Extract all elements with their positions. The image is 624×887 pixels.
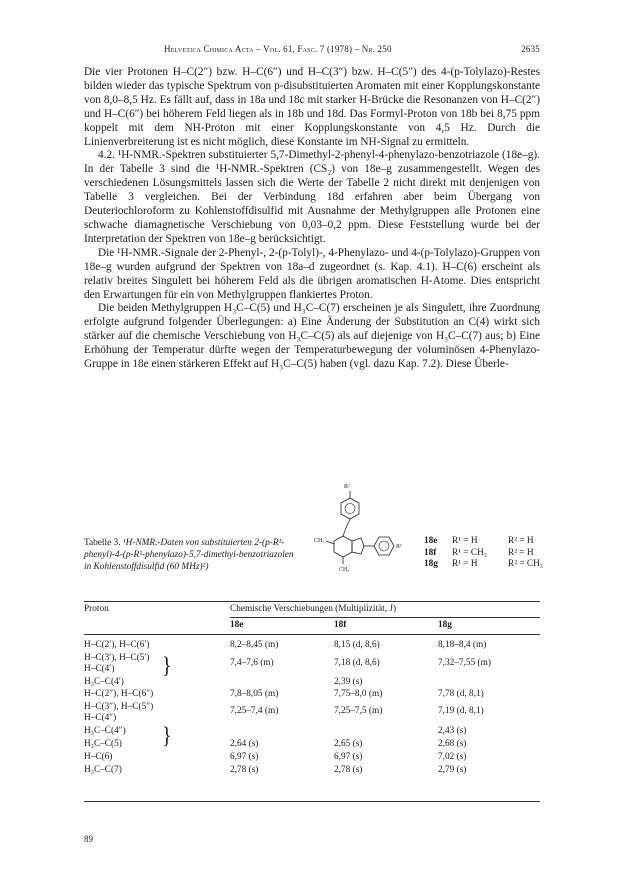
col-header-proton: Proton — [84, 604, 109, 614]
table-bottom-rule — [84, 801, 540, 802]
table-cell-shift: 8,2–8,45 (m) — [230, 640, 279, 650]
caption-label: Tabelle 3. — [84, 538, 121, 548]
running-header — [84, 44, 540, 58]
table-cell-shift: 6,97 (s) — [334, 752, 363, 762]
col-header-18f: 18f — [334, 620, 347, 630]
table-row-proton: H–C(3′), H–C(5′) — [84, 653, 150, 663]
table-cell-shift: 7,32–7,55 (m) — [438, 658, 491, 668]
legend-row — [424, 559, 574, 571]
paragraph-2: 4.2. ¹H-NMR.-Spektren substituierter 5,7-Dimethyl-2-phenyl-4-phenylazo-benzotriazole (18e–g). In der Tabelle 3 sind die ¹H-NMR.-Spektren (CS₂) von 18e–g zusammengestellt. Wegen des verschiedenen Lösungsmittels lassen sich die Werte der Tabelle 2 nicht direkt mit denjenigen von Tabelle 3 vergleichen. Bei der Verbindung 18d erfahren aber beim Übergang von Deuteriochloroform zu Kohlenstoffdisulfid mit Ausnahme der Methylgruppen alle Protonen eine schwache diamagnetische Verschiebung von 0,03–0,2 ppm. Diese Feststellung wurde bei der Interpretation der Spektren von 18e–g berücksichtigt. — [84, 149, 540, 245]
table-cell-shift: 2,78 (s) — [334, 765, 363, 775]
legend-r1: R¹ = H — [452, 536, 478, 546]
table-caption — [84, 537, 294, 573]
table-cell-shift: 2,65 (s) — [334, 739, 363, 749]
page-number: 2635 — [521, 44, 540, 54]
table-cell-shift: 7,75–8,0 (m) — [334, 689, 383, 699]
table-row-proton: H–C(2′), H–C(6′) — [84, 640, 150, 650]
compound-legend — [424, 536, 574, 571]
table-cell-shift: 7,02 (s) — [438, 752, 467, 762]
r2-label: R² — [344, 484, 350, 490]
table-cell-shift: 2,39 (s) — [334, 677, 363, 687]
table-cell-shift: 7,78 (d, 8,1) — [438, 689, 484, 699]
legend-compound: 18e — [424, 536, 438, 546]
legend-compound: 18g — [424, 559, 438, 570]
table-cell-shift: 7,19 (d, 8,1) — [438, 706, 484, 716]
table-cell-shift: 7,25–7,5 (m) — [334, 706, 383, 716]
benzotriazole-structure — [300, 478, 410, 593]
page-footer: 89 — [84, 834, 93, 844]
legend-compound: 18f — [424, 547, 437, 558]
table-row-proton: H₃C–C(4′) — [84, 677, 124, 687]
r1-label: R¹ — [396, 544, 402, 550]
table-cell-shift: 8,15 (d, 8,6) — [334, 640, 380, 650]
brace-group-1: } — [162, 653, 172, 679]
table-row-proton: H–C(2″), H–C(6″) — [84, 689, 154, 699]
col-header-shift: Chemische Verschiebungen (Multiplizität, J) — [230, 604, 397, 614]
table-top-rule — [84, 601, 540, 602]
table-cell-shift: 2,79 (s) — [438, 765, 467, 775]
table-cell-shift: 7,25–7,4 (m) — [230, 706, 279, 716]
table-sub-rule — [230, 617, 540, 618]
legend-row — [424, 536, 574, 548]
body-text — [84, 66, 540, 372]
table-cell-shift: 7,8–8,05 (m) — [230, 689, 279, 699]
table-row-proton: H₃C–C(7) — [84, 765, 122, 775]
legend-r2: R² = H — [508, 536, 534, 546]
legend-r1: R¹ = CH₃ — [452, 547, 488, 558]
table-row-proton: H–C(4″) — [84, 713, 117, 723]
legend-r2: R² = H — [508, 547, 534, 558]
legend-r2: R² = CH₃ — [508, 559, 544, 570]
table-cell-shift: 2,64 (s) — [230, 739, 259, 749]
paragraph-4: Die beiden Methylgruppen H₃C–C(5) und H₃C–C(7) erscheinen je als Singulett, ihre Zuordnung erfolgte aufgrund folgender Überlegungen: a) Eine Änderung der Substitution an C(4) wirkt sich stärker auf die chemische Verschiebung von H₃C–C(5) als auf diejenige von H₃C–C(7) aus; b) Eine Erhöhung der Temperatur dürfte wegen der Temperaturbewegung der voluminösen 4-Phenylazo-Gruppe in 18e einen stärkeren Effekt auf H₃C–C(5) haben (vgl. dazu Kap. 7.2). Diese Überle- — [84, 302, 540, 371]
paragraph-1: Die vier Protonen H–C(2″) bzw. H–C(6″) und H–C(3″) bzw. H–C(5″) des 4-(p-Tolylazo)-Restes bilden wieder das typische Spektrum von p-disubstituierten Aromaten mit einer Kopplungskonstante von 8,0–8,5 Hz. Es fällt auf, dass in 18a und 18c mit starker H-Brücke die Resonanzen von H–C(2″) und H–C(6″) bei höherem Feld liegen als in 18b und 18d. Das Formyl-Proton von 18b bei 8,75 ppm koppelt mit dem NH-Proton mit einer Kopplungskonstante von 4,5 Hz. Durch die Linienverbreiterung ist es nicht möglich, diese Konstante im NH-Signal zu ermitteln. — [84, 66, 540, 148]
journal-running-title: Helvetica Chimica Acta – Vol. 61, Fasc. 7 (1978) – Nr. 250 — [164, 44, 392, 54]
table-row-proton: H₃C–C(4″) — [84, 726, 126, 736]
ch3-left-label: CH₃ — [314, 538, 325, 544]
ch3-bottom-label: CH₃ — [339, 567, 350, 573]
table-row-proton: H–C(4′) — [84, 664, 115, 674]
table-cell-shift: 7,18 (d, 8,6) — [334, 658, 380, 668]
table-cell-shift: 2,68 (s) — [438, 739, 467, 749]
table-row-proton: H–C(6) — [84, 752, 113, 762]
col-header-18e: 18e — [230, 620, 244, 630]
caption-text: ¹H-NMR.-Daten von substituierten 2-(p-R¹-phenyl)-4-(p-R²-phenylazo)-5,7-dimethyl-benzotriazolen in Kohlenstoffdisulfid (60 MHz)²) — [84, 538, 294, 572]
table-cell-shift: 2,78 (s) — [230, 765, 259, 775]
table-cell-shift: 6,97 (s) — [230, 752, 259, 762]
table-cell-shift: 7,4–7,6 (m) — [230, 658, 274, 668]
table-header-rule — [84, 634, 540, 635]
paragraph-3: Die ¹H-NMR.-Signale der 2-Phenyl-, 2-(p-Tolyl)-, 4-Phenylazo- und 4-(p-Tolylazo)-Gruppen von 18e–g wurden aufgrund der Spektren von 18a–d zugeordnet (s. Kap. 4.1). H–C(6) erscheint als relativ breites Singulett bei höherem Feld als die übrigen aromatischen H-Atome. Dies entspricht den Erwartungen für ein von Methylgruppen flankiertes Proton. — [84, 246, 540, 301]
table-row-proton: H₃C–C(5) — [84, 739, 122, 749]
table-cell-shift: 2,43 (s) — [438, 726, 467, 736]
col-header-18g: 18g — [438, 620, 452, 630]
brace-group-2: } — [162, 723, 172, 749]
legend-r1: R¹ = H — [452, 559, 478, 570]
table-cell-shift: 8,18–8,4 (m) — [438, 640, 487, 650]
table-row-proton: H–C(3″), H–C(5″) — [84, 702, 154, 712]
legend-row — [424, 548, 574, 560]
